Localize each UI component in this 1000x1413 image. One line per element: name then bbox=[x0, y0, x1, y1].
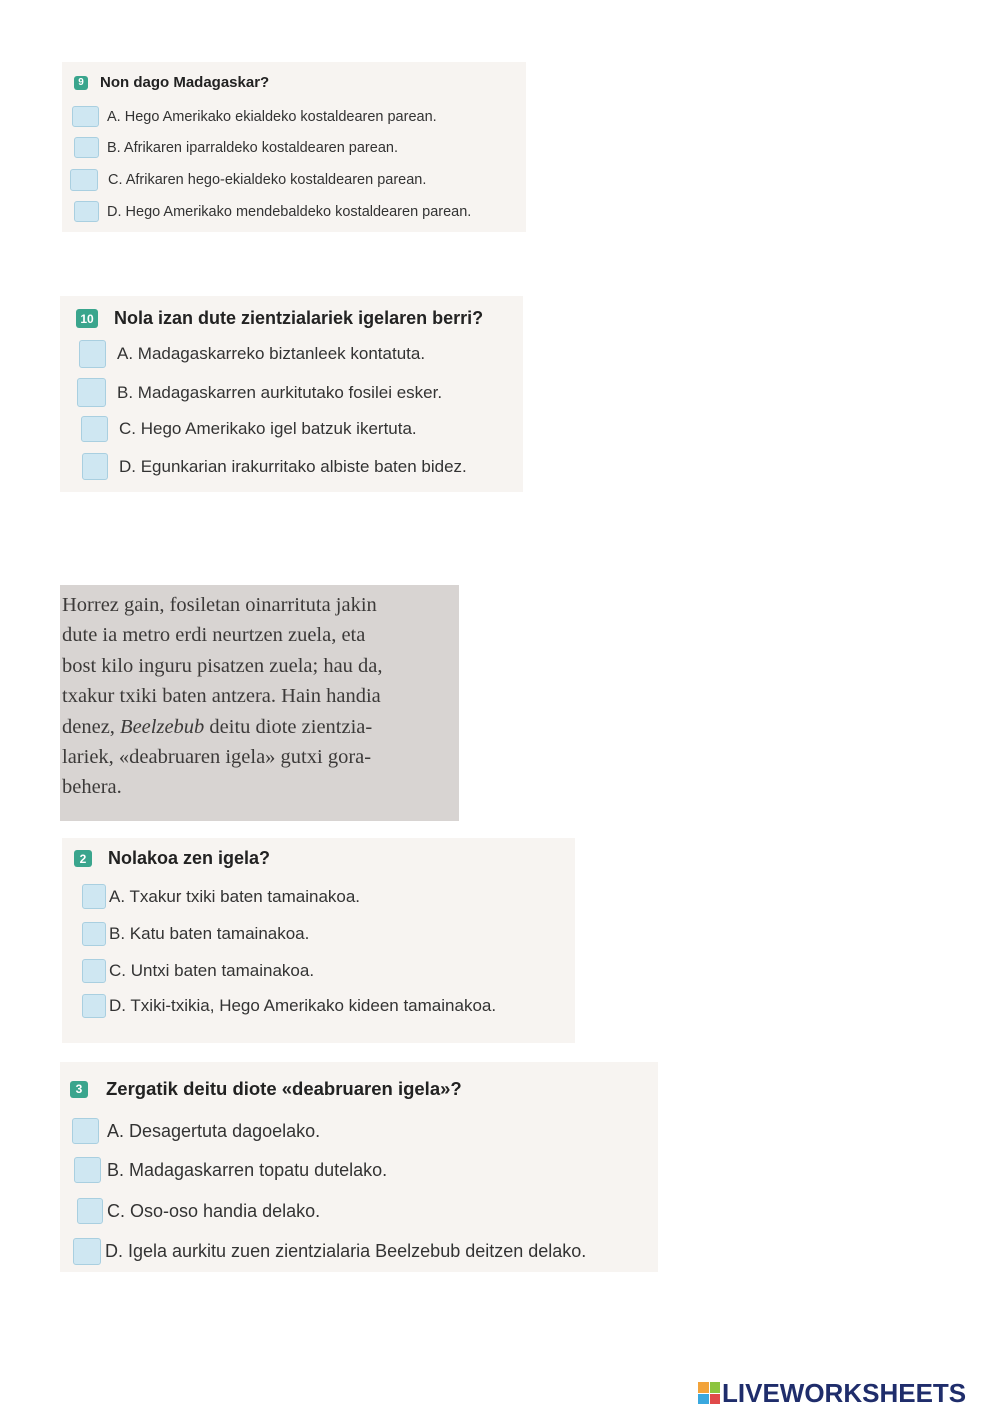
question-2-option-d bbox=[82, 994, 496, 1018]
passage-line bbox=[62, 712, 459, 742]
option-label: D. Egunkarian irakurritako albiste baten bidez. bbox=[119, 456, 467, 476]
option-label: D. Igela aurkitu zuen zientzialaria Beelzebub deitzen delako. bbox=[105, 1241, 587, 1261]
question-9-number-badge: 9 bbox=[74, 76, 88, 90]
answer-checkbox[interactable] bbox=[82, 959, 106, 983]
option-label: B. Afrikaren iparraldeko kostaldearen parean. bbox=[107, 139, 398, 156]
question-3-option-d bbox=[73, 1238, 586, 1265]
answer-checkbox[interactable] bbox=[77, 1198, 103, 1224]
answer-checkbox[interactable] bbox=[77, 378, 106, 407]
question-9-option-c bbox=[70, 169, 426, 191]
passage-line: bost kilo inguru pisatzen zuela; hau da, bbox=[62, 654, 383, 677]
option-label: B. Madagaskarren aurkitutako fosilei esker. bbox=[117, 382, 443, 402]
question-3-option-a bbox=[72, 1118, 320, 1144]
question-10-option-b bbox=[77, 378, 442, 407]
option-label: A. Desagertuta dagoelako. bbox=[107, 1120, 321, 1141]
question-9-option-d bbox=[74, 201, 471, 222]
answer-checkbox[interactable] bbox=[73, 1238, 101, 1265]
answer-checkbox[interactable] bbox=[82, 453, 108, 480]
option-label: C. Oso-oso handia delako. bbox=[107, 1200, 321, 1221]
brand-text: LIVEWORKSHEETS bbox=[722, 1377, 967, 1408]
passage-line: dute ia metro erdi neurtzen zuela, eta bbox=[62, 624, 366, 647]
option-label: D. Txiki-txikia, Hego Amerikako kideen tamainakoa. bbox=[109, 996, 497, 1015]
question-10-text: Nola izan dute zientzialariek igelaren berri? bbox=[114, 308, 484, 328]
option-label: D. Hego Amerikako mendebaldeko kostaldearen parean. bbox=[107, 203, 472, 220]
question-2-option-a bbox=[82, 884, 360, 909]
answer-checkbox[interactable] bbox=[72, 106, 99, 127]
option-label: B. Katu baten tamainakoa. bbox=[109, 924, 310, 943]
passage-line: txakur txiki baten antzera. Hain handia bbox=[62, 685, 381, 708]
question-10-card bbox=[60, 296, 523, 492]
question-2-card bbox=[62, 838, 575, 1043]
answer-checkbox[interactable] bbox=[79, 340, 106, 368]
question-2-option-c bbox=[82, 959, 314, 983]
question-10-header bbox=[76, 308, 483, 329]
option-label: C. Afrikaren hego-ekialdeko kostaldearen parean. bbox=[108, 172, 427, 188]
question-3-option-b bbox=[74, 1157, 387, 1183]
option-label: A. Hego Amerikako ekialdeko kostaldearen parean. bbox=[107, 108, 437, 125]
passage-line: behera. bbox=[62, 776, 122, 799]
answer-checkbox[interactable] bbox=[81, 416, 108, 442]
question-3-header bbox=[70, 1078, 462, 1100]
question-3-card bbox=[60, 1062, 658, 1272]
question-9-text: Non dago Madagaskar? bbox=[100, 74, 270, 91]
passage-line: lariek, «deabruaren igela» gutxi gora- bbox=[62, 746, 372, 769]
passage-text: deitu diote zientzia- bbox=[204, 715, 373, 738]
passage-italic-name: Beelzebub bbox=[120, 715, 205, 738]
liveworksheets-logo-icon bbox=[698, 1382, 720, 1404]
question-9-card bbox=[62, 62, 526, 232]
option-label: A. Madagaskarreko biztanleek kontatuta. bbox=[117, 344, 426, 363]
question-2-number-badge: 2 bbox=[74, 850, 92, 867]
question-10-option-a bbox=[79, 340, 425, 368]
answer-checkbox[interactable] bbox=[70, 169, 98, 191]
option-label: C. Untxi baten tamainakoa. bbox=[109, 961, 315, 980]
liveworksheets-brand bbox=[698, 1378, 966, 1408]
option-label: B. Madagaskarren topatu dutelako. bbox=[107, 1159, 388, 1180]
question-9-header bbox=[74, 74, 269, 91]
question-3-text: Zergatik deitu diote «deabruaren igela»? bbox=[106, 1078, 462, 1099]
question-9-option-b bbox=[74, 137, 398, 158]
answer-checkbox[interactable] bbox=[82, 884, 106, 909]
question-10-option-c bbox=[81, 416, 417, 442]
question-9-option-a bbox=[72, 106, 437, 127]
question-10-number-badge: 10 bbox=[76, 309, 98, 328]
question-3-option-c bbox=[77, 1198, 320, 1224]
question-2-option-b bbox=[82, 922, 309, 946]
question-2-text: Nolakoa zen igela? bbox=[108, 848, 271, 868]
answer-checkbox[interactable] bbox=[82, 994, 106, 1018]
question-10-option-d bbox=[82, 453, 467, 480]
option-label: A. Txakur txiki baten tamainakoa. bbox=[109, 886, 361, 906]
reading-passage bbox=[60, 585, 459, 821]
passage-line: Horrez gain, fosiletan oinarrituta jakin bbox=[62, 594, 377, 616]
answer-checkbox[interactable] bbox=[74, 1157, 101, 1183]
answer-checkbox[interactable] bbox=[82, 922, 106, 946]
passage-text: denez, bbox=[62, 715, 121, 738]
question-2-header bbox=[74, 848, 270, 869]
answer-checkbox[interactable] bbox=[74, 201, 99, 222]
question-3-number-badge: 3 bbox=[70, 1081, 88, 1098]
option-label: C. Hego Amerikako igel batzuk ikertuta. bbox=[119, 419, 417, 438]
answer-checkbox[interactable] bbox=[72, 1118, 99, 1144]
answer-checkbox[interactable] bbox=[74, 137, 99, 158]
